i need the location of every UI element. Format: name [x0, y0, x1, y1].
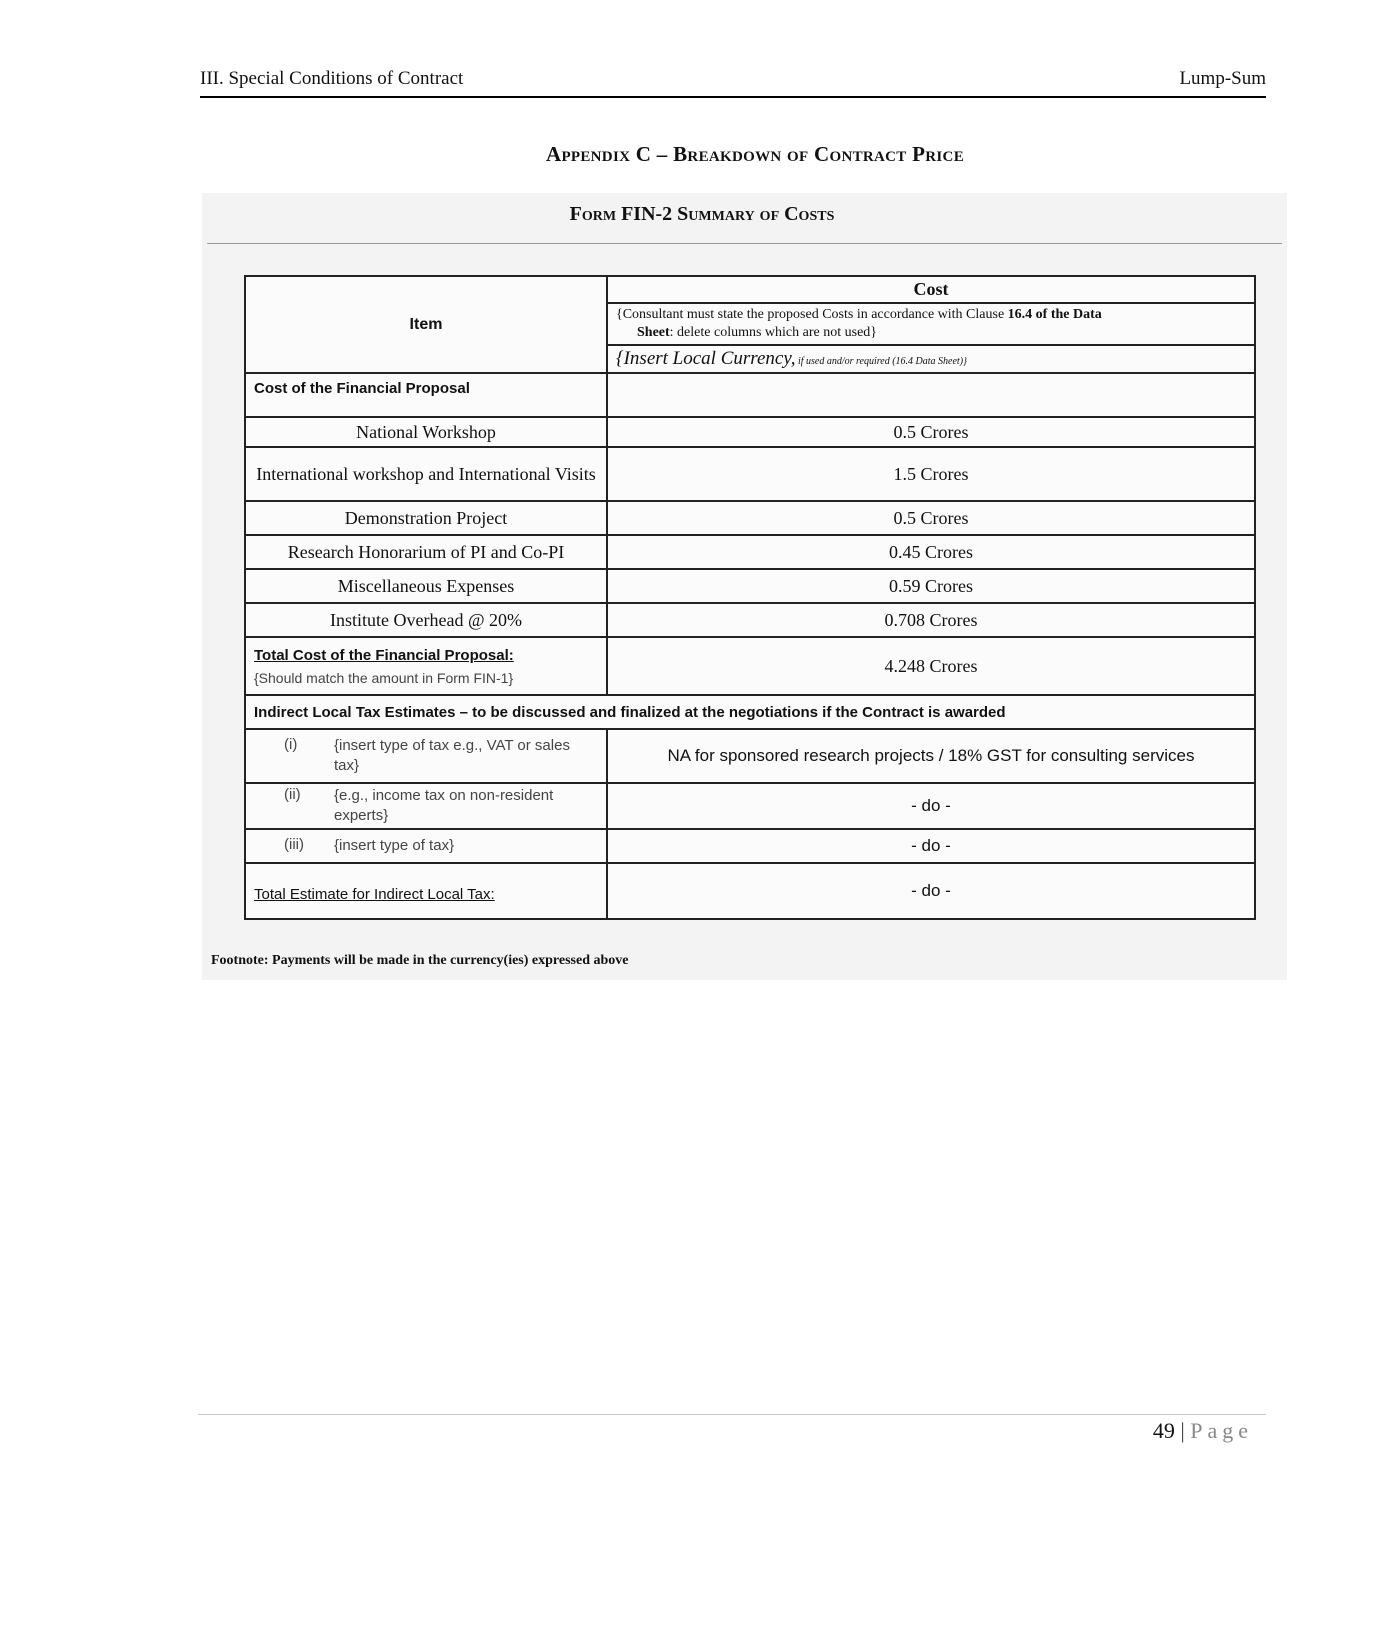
- header-section-title: III. Special Conditions of Contract: [200, 68, 464, 89]
- header-item: Item: [245, 276, 607, 373]
- row-item: Research Honorarium of PI and Co-PI: [245, 535, 607, 569]
- tax-value: - do -: [607, 783, 1255, 829]
- tax-item: [245, 783, 607, 829]
- tax-row: [245, 829, 1255, 863]
- row-item: Miscellaneous Expenses: [245, 569, 607, 603]
- table-row: [245, 569, 1255, 603]
- row-cost: 0.708 Crores: [607, 603, 1255, 637]
- tax-total-label: Total Estimate for Indirect Local Tax:: [245, 863, 607, 919]
- scan-divider: [207, 243, 1282, 244]
- header-currency: {Insert Local Currency, if used and/or required (16.4 Data Sheet)}: [607, 345, 1255, 373]
- footnote: Footnote: Payments will be made in the currency(ies) expressed above: [211, 953, 629, 968]
- page-number-value: 49: [1152, 1418, 1175, 1443]
- scanned-form: [202, 193, 1287, 980]
- tax-total-value: - do -: [607, 863, 1255, 919]
- header-cost-note: {Consultant must state the proposed Costs in accordance with Clause 16.4 of the Data Sheet: delete columns which are not used}: [607, 303, 1255, 345]
- tax-item: [245, 729, 607, 783]
- tax-num: (i): [284, 736, 298, 753]
- tax-desc: {insert type of tax e.g., VAT or sales tax}: [334, 737, 570, 774]
- form-title: Form FIN-2 Summary of Costs: [569, 203, 835, 225]
- row-item: Demonstration Project: [245, 501, 607, 535]
- tax-num: (iii): [284, 836, 304, 853]
- table-row: [245, 501, 1255, 535]
- table-row: [245, 535, 1255, 569]
- tax-row: [245, 783, 1255, 829]
- row-cost: 0.5 Crores: [607, 417, 1255, 447]
- page-number: [1153, 1418, 1253, 1444]
- tax-item: [245, 829, 607, 863]
- footer-divider: [198, 1414, 1266, 1415]
- row-cost: 0.59 Crores: [607, 569, 1255, 603]
- row-item: International workshop and International Visits: [245, 447, 607, 501]
- total-sub-note: {Should match the amount in Form FIN-1}: [254, 669, 514, 686]
- row-cost: 1.5 Crores: [607, 447, 1255, 501]
- total-label-cell: [245, 637, 607, 695]
- row-item: Institute Overhead @ 20%: [245, 603, 607, 637]
- table-row: [245, 417, 1255, 447]
- tax-total-row: [245, 863, 1255, 919]
- section-title-blank: [607, 373, 1255, 417]
- total-label: Total Cost of the Financial Proposal:: [254, 646, 514, 664]
- page-header: [200, 68, 1266, 98]
- tax-section-title: Indirect Local Tax Estimates – to be discussed and finalized at the negotiations if the Contract is awarded: [245, 695, 1255, 729]
- appendix-title: Appendix C – Breakdown of Contract Price: [545, 142, 964, 166]
- row-cost: 0.45 Crores: [607, 535, 1255, 569]
- table-row: [245, 447, 1255, 501]
- header-cost: Cost: [607, 276, 1255, 303]
- tax-value: NA for sponsored research projects / 18% GST for consulting services: [607, 729, 1255, 783]
- section-title-cost: Cost of the Financial Proposal: [245, 373, 607, 417]
- page-number-separator: |: [1174, 1418, 1191, 1443]
- total-cost: 4.248 Crores: [607, 637, 1255, 695]
- table-row: [245, 603, 1255, 637]
- tax-row: [245, 729, 1255, 783]
- summary-of-costs-table: [244, 275, 1256, 920]
- tax-value: - do -: [607, 829, 1255, 863]
- total-row: [245, 637, 1255, 695]
- row-cost: 0.5 Crores: [607, 501, 1255, 535]
- header-contract-type: Lump-Sum: [1179, 68, 1266, 89]
- row-item: National Workshop: [245, 417, 607, 447]
- tax-desc: {insert type of tax}: [334, 837, 455, 854]
- tax-desc: {e.g., income tax on non-resident experts}: [334, 787, 554, 824]
- tax-num: (ii): [284, 786, 301, 803]
- page-word: Page: [1190, 1418, 1253, 1443]
